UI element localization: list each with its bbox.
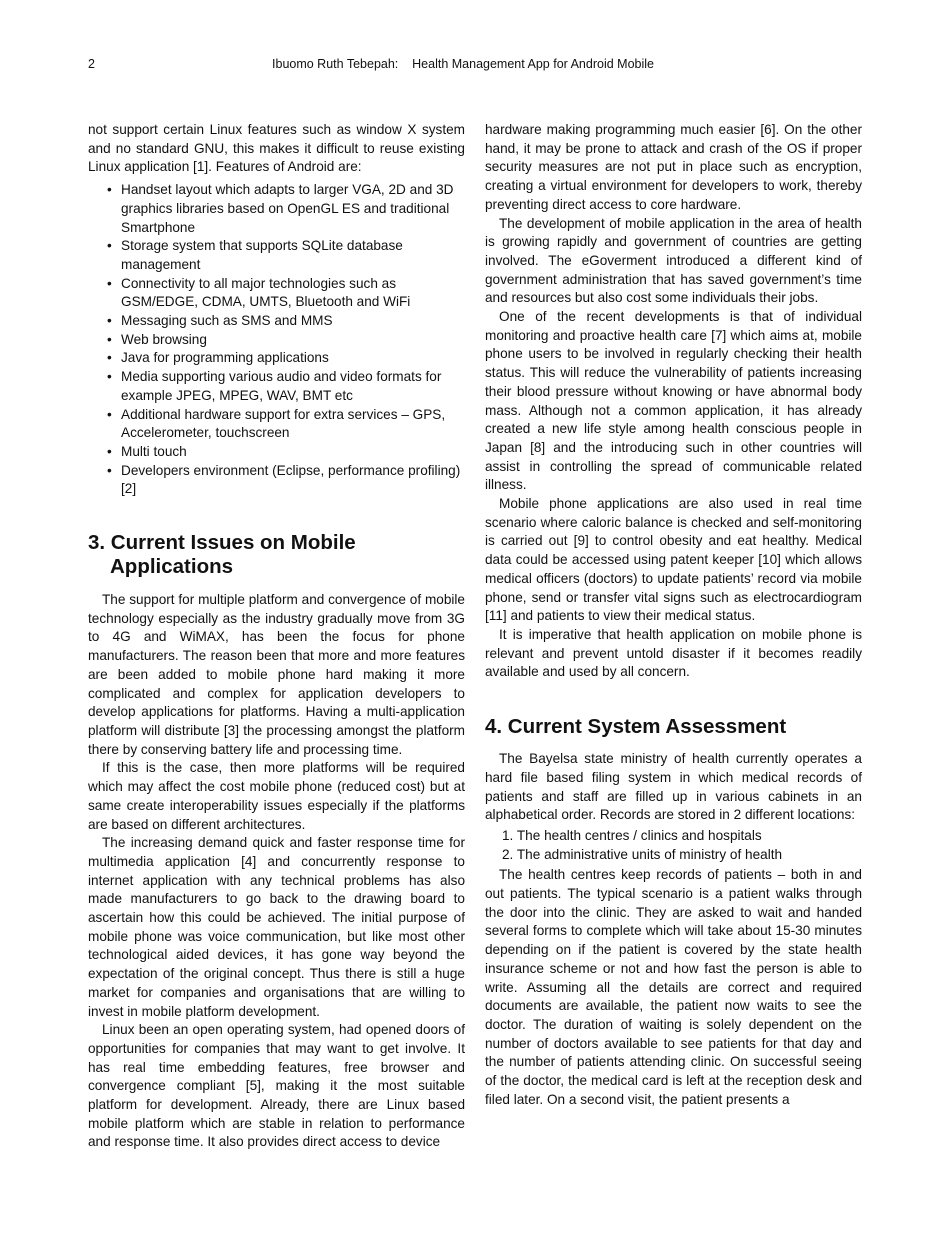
- body-paragraph: hardware making programming much easier [6]. On the other hand, it may be prone to attack and crash of the OS if proper security measures are not put in place such as encryption, creating a virtual environment for developers to work, thereby preventing direct access to core hardware.: [485, 122, 862, 212]
- locations-list: [485, 827, 862, 864]
- left-column: [88, 121, 465, 1152]
- body-paragraph: One of the recent developments is that of individual monitoring and proactive health care [7] which aims at, mobile phone users to be involved in regularly checking their health status. This will reduce the vulnerability of patients increasing their blood pressure without knowing or have abnormal body mass. Although not a common application, it has already created a new life style among health conscious people in Japan [8] and the introducing such in other countries will assist in controlling the spread of communicable related illness.: [485, 309, 862, 493]
- body-paragraph: The development of mobile application in the area of health is growing rapidly and government of countries are getting involved. The eGoverment introduced a different kind of government administration that has saved government’s time and resources but also cost some individuals their jobs.: [485, 215, 862, 306]
- body-paragraph: Linux been an open operating system, had opened doors of opportunities for companies that may want to get involve. It has real time embedding features, free browser and convergence compliant [5], making it the most suitable platform for development. Already, there are Linux based mobile platform which are stable in relation to performance and response time. It also provides direct access to device: [88, 1022, 465, 1150]
- list-item: • Messaging such as SMS and MMS: [121, 312, 465, 331]
- android-features-list: [88, 181, 465, 499]
- list-item: • Web browsing: [121, 331, 465, 350]
- list-item: • Media supporting various audio and video formats for example JPEG, MPEG, WAV, BMT etc: [121, 368, 465, 405]
- list-item: • Connectivity to all major technologies such as GSM/EDGE, CDMA, UMTS, Bluetooth and WiFi: [121, 275, 465, 312]
- body-paragraph: It is imperative that health application on mobile phone is relevant and prevent untold disaster if it becomes readily available and used by all concern.: [485, 626, 862, 680]
- page-number: 2: [88, 57, 95, 71]
- right-column: [485, 121, 862, 1109]
- list-item: • Developers environment (Eclipse, performance profiling) [2]: [121, 462, 465, 499]
- body-paragraph: The health centres keep records of patients – both in and out patients. The typical scenario is a patient walks through the door into the clinic. They are asked to wait and handed several forms to complete which will take about 15-30 minutes depending on if the patient is covered by the state health insurance scheme or not and how fast the person is able to write. Assuming all the details are correct and required documents are available, the patient now waits to see the doctor. The duration of waiting is solely dependent on the number of doctors available to see patients for that day and the number of patients attending clinic. On successful seeing of the doctor, the medical card is left at the reception desk and filed later. On a second visit, the patient presents a: [485, 867, 862, 1107]
- section-3-heading-line2: Applications: [110, 555, 234, 579]
- list-item: • Storage system that supports SQLite database management: [121, 237, 465, 274]
- list-item: 2. The administrative units of ministry of health: [502, 846, 783, 862]
- body-paragraph: If this is the case, then more platforms will be required which may affect the cost mobile phone (reduced cost) but at same create interoperability issues especially if the platforms are based on different architectures.: [88, 760, 465, 832]
- list-item: 1. The health centres / clinics and hospitals: [502, 827, 762, 843]
- section-4-heading: 4. Current System Assessment: [485, 715, 787, 739]
- body-paragraph: The Bayelsa state ministry of health currently operates a hard file based filing system in which medical records of patients and staff are filled up in various cabinets in an alphabetical order. Records are stored in 2 different locations:: [485, 751, 862, 823]
- section-3-heading: [88, 531, 465, 579]
- list-item: • Java for programming applications: [121, 349, 465, 368]
- list-item: • Additional hardware support for extra services – GPS, Accelerometer, touchscreen: [121, 406, 465, 443]
- intro-paragraph: not support certain Linux features such as window X system and no standard GNU, this makes it difficult to reuse existing Linux application [1]. Features of Android are:: [88, 122, 465, 175]
- running-header: Ibuomo Ruth Tebepah: Health Management App for Android Mobile: [272, 57, 654, 71]
- body-paragraph: The increasing demand quick and faster response time for multimedia application [4] and concurrently response to internet application with any technical problems has also made manufacturers to go back to the drawing board to ascertain how this could be achieved. The initial purpose of mobile phone was voice communication, but like most other technological aided devices, it has gone way beyond the expectation of the original concept. Thus there is still a huge market for companies and organisations that are willing to invest in mobile platform development.: [88, 835, 465, 1019]
- body-paragraph: Mobile phone applications are also used in real time scenario where caloric balance is checked and self-monitoring is carried out [9] to control obesity and eat healthy. Medical data could be accessed using patent keeper [10] which allows medical officers (doctors) to update patients’ record via mobile phone, send or transfer vital signs such as electrocardiogram [11] and patients to view their medical status.: [485, 496, 862, 624]
- section-3-heading-line1: 3. Current Issues on Mobile: [88, 531, 356, 555]
- list-item: • Handset layout which adapts to larger VGA, 2D and 3D graphics libraries based on OpenGL ES and traditional Smartphone: [121, 181, 465, 237]
- body-paragraph: The support for multiple platform and convergence of mobile technology especially as the industry gradually move from 3G to 4G and WiMAX, has been the focus for phone manufacturers. The reason been that more and more features are been added to mobile phone hard making it more complicated and complex for application developers to develop applications for platforms. Having a multi-application platform will distribute [3] the processing amongst the platform there by conserving battery life and processing time.: [88, 592, 465, 757]
- list-item: • Multi touch: [121, 443, 465, 462]
